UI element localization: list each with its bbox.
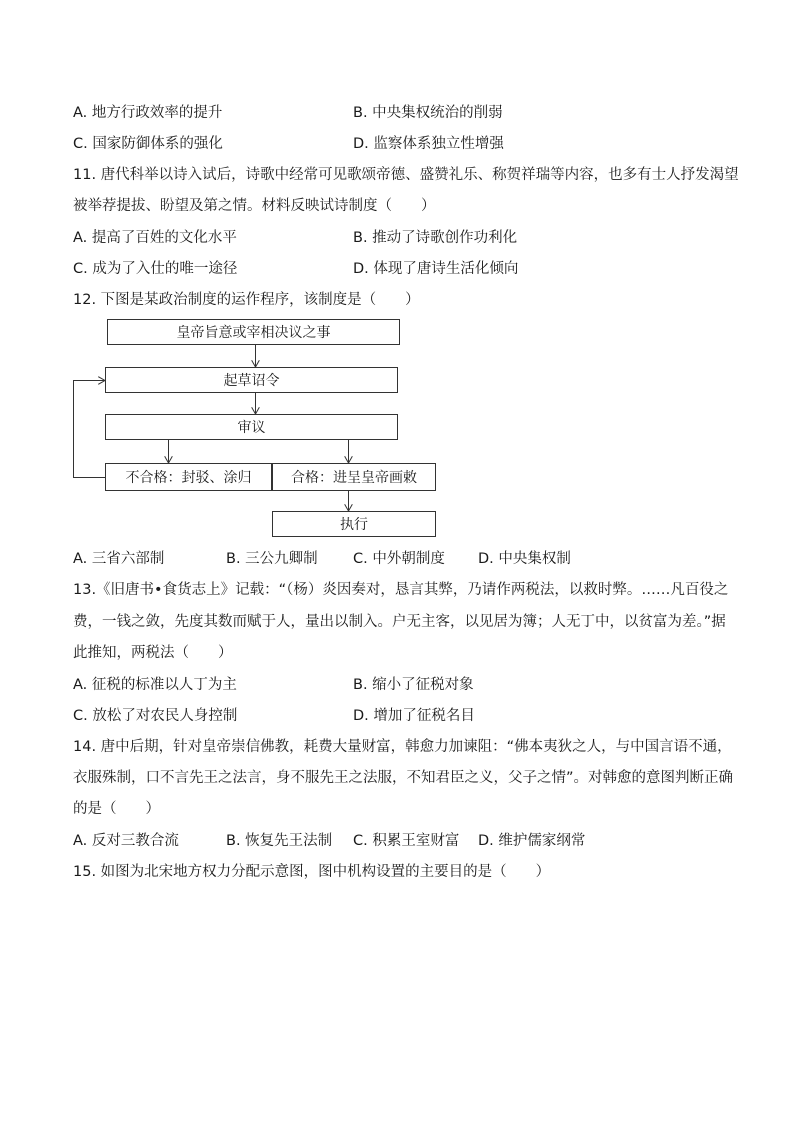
q11-stem-line1: 11. 唐代科举以诗入试后，诗歌中经常可见歌颂帝德、盛赞礼乐、称贺祥瑞等内容，也多有士人抒发渴望 bbox=[73, 167, 739, 183]
q13-option-d: D. 增加了征税名目 bbox=[353, 708, 475, 724]
q12-option-a: A. 三省六部制 bbox=[73, 551, 165, 567]
q11-option-d: D. 体现了唐诗生活化倾向 bbox=[353, 261, 519, 277]
q14-stem-line2: 衣服殊制，口不言先王之法言，身不服先王之法服，不知君臣之义，父子之情”。对韩愈的意图判断正确 bbox=[73, 770, 734, 786]
flow-label-approve: 合格：进呈皇帝画敕 bbox=[291, 470, 417, 486]
q11-stem-line2: 被举荐提拔、盼望及第之情。材料反映试诗制度（ ） bbox=[73, 198, 436, 214]
q11-option-c: C. 成为了入仕的唯一途径 bbox=[73, 261, 238, 277]
q13-option-c: C. 放松了对农民人身控制 bbox=[73, 708, 238, 724]
flow-label-decree: 皇帝旨意或宰相决议之事 bbox=[176, 325, 331, 341]
flow-box-approve bbox=[273, 464, 436, 491]
q15-stem: 15. 如图为北宋地方权力分配示意图，图中机构设置的主要目的是（ ） bbox=[73, 864, 551, 880]
q11-option-b: B. 推动了诗歌创作功利化 bbox=[353, 230, 518, 246]
q14-option-b: B. 恢复先王法制 bbox=[226, 833, 333, 849]
flow-label-execute: 执行 bbox=[340, 517, 368, 533]
flow-box-draft bbox=[106, 368, 398, 393]
q13-stem-line3: 此推知，两税法（ ） bbox=[73, 645, 233, 661]
q14-option-d: D. 维护儒家纲常 bbox=[478, 833, 586, 849]
q14-option-a: A. 反对三教合流 bbox=[73, 833, 179, 849]
q12-option-d: D. 中央集权制 bbox=[478, 551, 571, 567]
q12-option-b: B. 三公九卿制 bbox=[226, 551, 318, 567]
q10-option-a: A. 地方行政效率的提升 bbox=[73, 105, 223, 121]
flow-box-execute bbox=[273, 512, 436, 537]
flow-box-decree bbox=[108, 320, 400, 345]
q12-option-c: C. 中外朝制度 bbox=[353, 551, 445, 567]
q14-stem-line3: 的是（ ） bbox=[73, 801, 160, 817]
flow-label-review: 审议 bbox=[237, 420, 266, 436]
q10-option-b: B. 中央集权统治的削弱 bbox=[353, 105, 503, 121]
q10-option-c: C. 国家防御体系的强化 bbox=[73, 136, 223, 152]
flow-box-review bbox=[106, 415, 398, 440]
q13-option-a: A. 征税的标准以人丁为主 bbox=[73, 677, 237, 693]
flow-label-reject: 不合格：封驳、涂归 bbox=[125, 470, 252, 486]
q13-stem-line2: 费，一钱之敛，先度其数而赋于人，量出以制入。户无主客，以见居为簿；人无丁中，以贫富为差。”据 bbox=[73, 614, 726, 630]
q12-stem: 12. 下图是某政治制度的运作程序，该制度是（ ） bbox=[73, 292, 420, 308]
q14-option-c: C. 积累王室财富 bbox=[353, 833, 460, 849]
flow-box-reject bbox=[106, 464, 272, 491]
q13-stem-line1: 13.《旧唐书•食货志上》记载：“（杨）炎因奏对，恳言其弊，乃请作两税法，以救时弊。……凡百役之 bbox=[73, 582, 729, 598]
q14-stem-line1: 14. 唐中后期，针对皇帝崇信佛教，耗费大量财富，韩愈力加谏阻：“佛本夷狄之人，与中国言语不通， bbox=[73, 739, 732, 755]
q13-option-b: B. 缩小了征税对象 bbox=[353, 677, 474, 693]
q10-option-d: D. 监察体系独立性增强 bbox=[353, 136, 504, 152]
q11-option-a: A. 提高了百姓的文化水平 bbox=[73, 230, 237, 246]
arrow-reject-loop bbox=[74, 381, 106, 478]
flow-label-draft: 起草诏令 bbox=[223, 373, 280, 389]
